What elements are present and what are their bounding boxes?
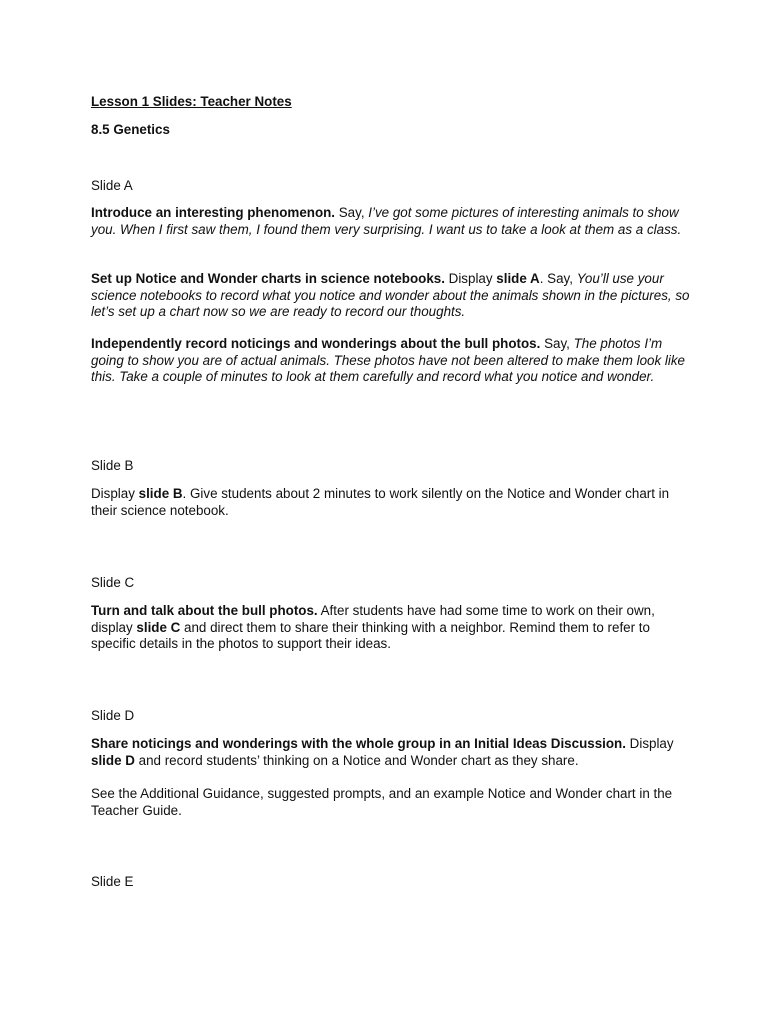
slide-a-p2-slide-ref: slide A [496, 271, 540, 286]
slide-a-p3-quote: The photos I’m going to show you are of actual animals. These photos have not been altered to make them look like this. Take a couple of minutes to look at them carefully and record what you notice and wonder. [91, 336, 686, 384]
slide-a-paragraph-3 [91, 336, 691, 386]
slide-a-p2-quote: You’ll use your science notebooks to record what you notice and wonder about the animals shown in the pictures, so let’s set up a chart now so we are ready to record our thoughts. [91, 271, 690, 319]
slide-c-heading: Slide C [91, 575, 135, 590]
slide-a-p1-lead: Introduce an interesting phenomenon. [91, 205, 336, 220]
slide-a-p3-lead: Independently record noticings and wonderings about the bull photos. [91, 336, 541, 351]
document-title: Lesson 1 Slides: Teacher Notes [91, 94, 292, 109]
slide-d-p1-rest: and record students’ thinking on a Notice and Wonder chart as they share. [134, 752, 579, 768]
slide-b-heading: Slide B [91, 458, 134, 473]
slide-e-heading: Slide E [91, 874, 134, 889]
slide-c-p1-rest-2: and direct them to share their thinking with a neighbor. Remind them to refer to specific details in the photos to support their ideas. [91, 619, 650, 651]
slide-a-p3-say: Say, [540, 336, 574, 351]
document-subtitle: 8.5 Genetics [91, 122, 170, 137]
slide-c-p1-slide-ref: slide C [136, 619, 181, 635]
slide-d-paragraph-1 [91, 736, 691, 769]
slide-b-paragraph-1 [91, 486, 691, 519]
slide-b-p1-rest: . Give students about 2 minutes to work silently on the Notice and Wonder chart in their science notebook. [91, 486, 670, 518]
slide-d-heading: Slide D [91, 708, 135, 723]
slide-d-p1-lead: Share noticings and wonderings with the whole group in an Initial Ideas Discussion. [91, 736, 626, 751]
slide-a-p2-say: . Say, [539, 271, 577, 286]
slide-c-p1-lead: Turn and talk about the bull photos. [91, 603, 318, 618]
slide-d-paragraph-2: See the Additional Guidance, suggested prompts, and an example Notice and Wonder chart in the Teacher Guide. [91, 786, 673, 818]
slide-a-p1-say: Say, [335, 205, 369, 220]
slide-a-paragraph-2 [91, 271, 691, 321]
slide-b-p1-display: Display [91, 486, 139, 501]
slide-b-p1-slide-ref: slide B [138, 486, 183, 501]
slide-c-p1-rest-1: After students have had some time to work on their own, display [91, 603, 655, 635]
slide-a-p2-lead: Set up Notice and Wonder charts in science notebooks. [91, 271, 445, 286]
slide-d-p1-display: Display [625, 736, 674, 751]
slide-d-p1-slide-ref: slide D [91, 752, 135, 768]
slide-a-paragraph-1 [91, 205, 691, 238]
slide-a-p2-display: Display [444, 271, 497, 286]
slide-a-heading: Slide A [91, 178, 133, 193]
slide-a-p1-quote: I’ve got some pictures of interesting animals to show you. When I first saw them, I found them very surprising. I want us to take a look at them as a class. [91, 205, 682, 237]
slide-c-paragraph-1 [91, 603, 691, 653]
